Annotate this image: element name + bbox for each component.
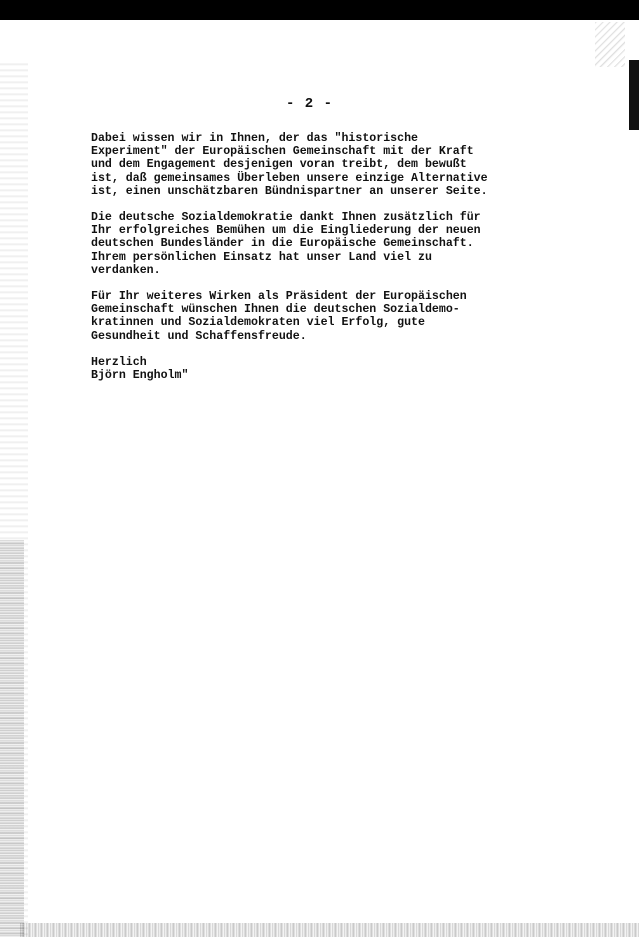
text-line: Gemeinschaft wünschen Ihnen die deutschen Sozialdemo-	[91, 303, 460, 317]
text-line: Ihr erfolgreiches Bemühen um die Eingliederung der neuen	[91, 224, 481, 238]
paragraph-3	[91, 290, 521, 343]
text-line: Experiment" der Europäischen Gemeinschaft mit der Kraft	[91, 145, 474, 159]
page-number: - 2 -	[286, 96, 334, 112]
text-line: und dem Engagement desjenigen voran treibt, dem bewußt	[91, 158, 467, 172]
closing-greeting: Herzlich	[91, 355, 147, 369]
scan-top-border	[0, 0, 639, 20]
scan-corner-artifact	[595, 22, 625, 67]
text-line: Dabei wissen wir in Ihnen, der das "historische	[91, 132, 418, 145]
text-line: kratinnen und Sozialdemokraten viel Erfolg, gute	[91, 316, 425, 330]
text-line: verdanken.	[91, 263, 161, 277]
closing	[91, 356, 521, 382]
text-line: ist, daß gemeinsames Überleben unsere einzige Alternative	[91, 171, 488, 185]
scan-right-edge-artifact	[629, 60, 639, 130]
letter-body	[91, 132, 521, 395]
text-line: deutschen Bundesländer in die Europäische Gemeinschaft.	[91, 237, 474, 251]
text-line: ist, einen unschätzbaren Bündnispartner an unserer Seite.	[91, 184, 488, 198]
text-line: Gesundheit und Schaffensfreude.	[91, 329, 307, 343]
paragraph-2	[91, 211, 521, 277]
text-line: Die deutsche Sozialdemokratie dankt Ihnen zusätzlich für	[91, 211, 481, 225]
scan-bottom-edge-artifact	[20, 923, 639, 937]
signature-name: Björn Engholm"	[91, 369, 189, 383]
paragraph-1	[91, 132, 521, 198]
text-line: Für Ihr weiteres Wirken als Präsident der Europäischen	[91, 290, 467, 304]
scan-left-edge-noise	[0, 540, 24, 937]
text-line: Ihrem persönlichen Einsatz hat unser Land viel zu	[91, 250, 432, 264]
